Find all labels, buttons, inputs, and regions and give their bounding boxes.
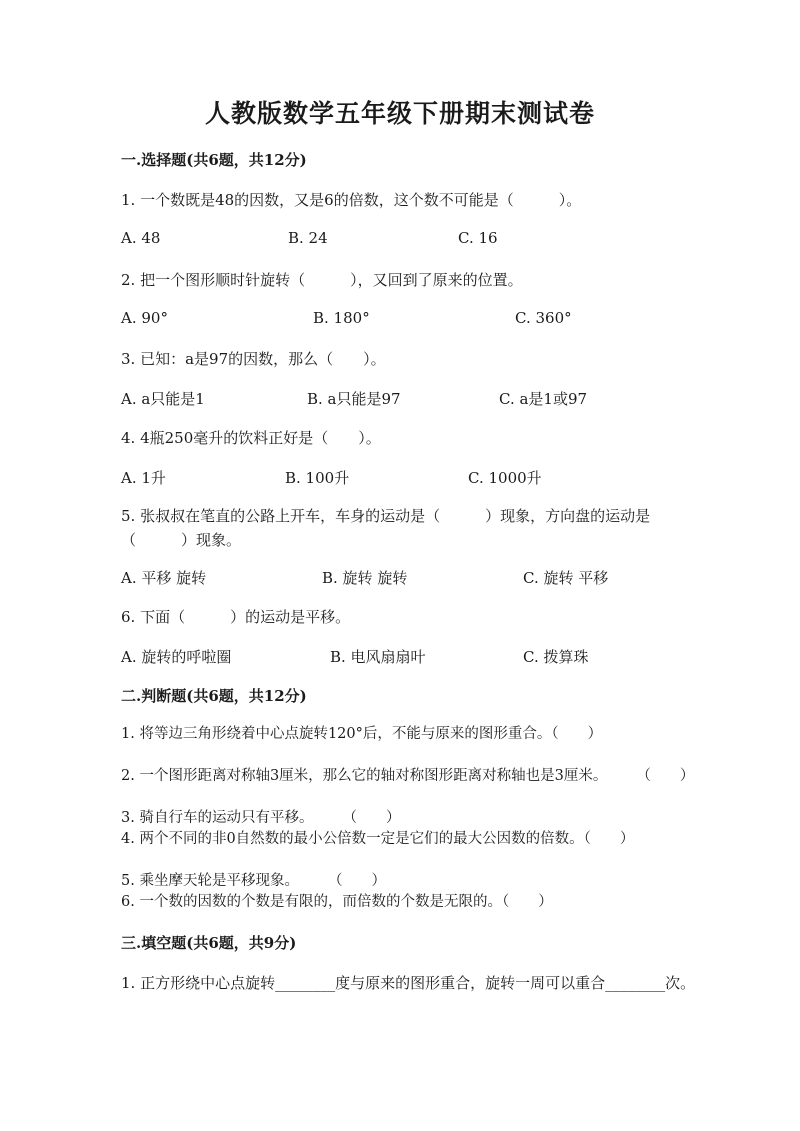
choice-2-option-b: B. 180° [313,309,370,327]
choice-question-2: 2. 把一个图形顺时针旋转（ ），又回到了原来的位置。 [121,271,523,289]
section-heading-judge: 二.判断题(共6题，共12分) [121,687,307,705]
choice-question-3: 3. 已知：a是97的因数，那么（ ）。 [121,350,386,368]
choice-2-option-c: C. 360° [515,309,572,327]
page-title: 人教版数学五年级下册期末测试卷 [204,99,595,128]
section-heading-choice: 一.选择题(共6题，共12分) [121,151,307,169]
fill-question-1: 1. 正方形绕中心点旋转________度与原来的图形重合，旋转一周可以重合________次。 [121,974,696,992]
judge-question-4: 4. 两个不同的非0自然数的最小公倍数一定是它们的最大公因数的倍数。（ ） [121,831,635,847]
choice-4-option-c: C. 1000升 [468,469,542,487]
choice-question-6: 6. 下面（ ）的运动是平移。 [121,608,351,626]
judge-question-2: 2. 一个图形距离对称轴3厘米，那么它的轴对称图形距离对称轴也是3厘米。 （ ） [121,768,695,784]
judge-question-6: 6. 一个数的因数的个数是有限的，而倍数的个数是无限的。（ ） [121,894,553,910]
choice-question-5: 5. 张叔叔在笔直的公路上开车，车身的运动是（ ）现象，方向盘的运动是（ ）现象。 [121,507,651,549]
choice-3-option-a: A. a只能是1 [121,390,205,408]
choice-3-option-c: C. a是1或97 [499,390,588,408]
choice-2-option-a: A. 90° [121,309,168,327]
choice-1-option-a: A. 48 [121,229,161,247]
choice-3-option-b: B. a只能是97 [307,390,401,408]
choice-question-1: 1. 一个数既是48的因数，又是6的倍数，这个数不可能是（ ）。 [121,191,582,209]
choice-5-option-c: C. 旋转 平移 [523,569,609,587]
section-heading-fill: 三.填空题(共6题，共9分) [121,934,297,952]
choice-1-option-b: B. 24 [288,229,328,247]
choice-6-option-c: C. 拨算珠 [523,648,589,666]
choice-1-option-c: C. 16 [458,229,498,247]
choice-5-option-a: A. 平移 旋转 [121,569,207,587]
judge-question-5: 5. 乘坐摩天轮是平移现象。 （ ） [121,873,386,889]
choice-6-option-b: B. 电风扇扇叶 [330,648,426,666]
choice-question-4: 4. 4瓶250毫升的饮料正好是（ ）。 [121,429,381,447]
judge-question-3: 3. 骑自行车的运动只有平移。 （ ） [121,810,401,826]
choice-4-option-a: A. 1升 [121,469,166,487]
choice-6-option-a: A. 旋转的呼啦圈 [121,648,232,666]
choice-4-option-b: B. 100升 [285,469,350,487]
judge-question-1: 1. 将等边三角形绕着中心点旋转120°后，不能与原来的图形重合。（ ） [121,726,603,742]
choice-5-option-b: B. 旋转 旋转 [322,569,408,587]
